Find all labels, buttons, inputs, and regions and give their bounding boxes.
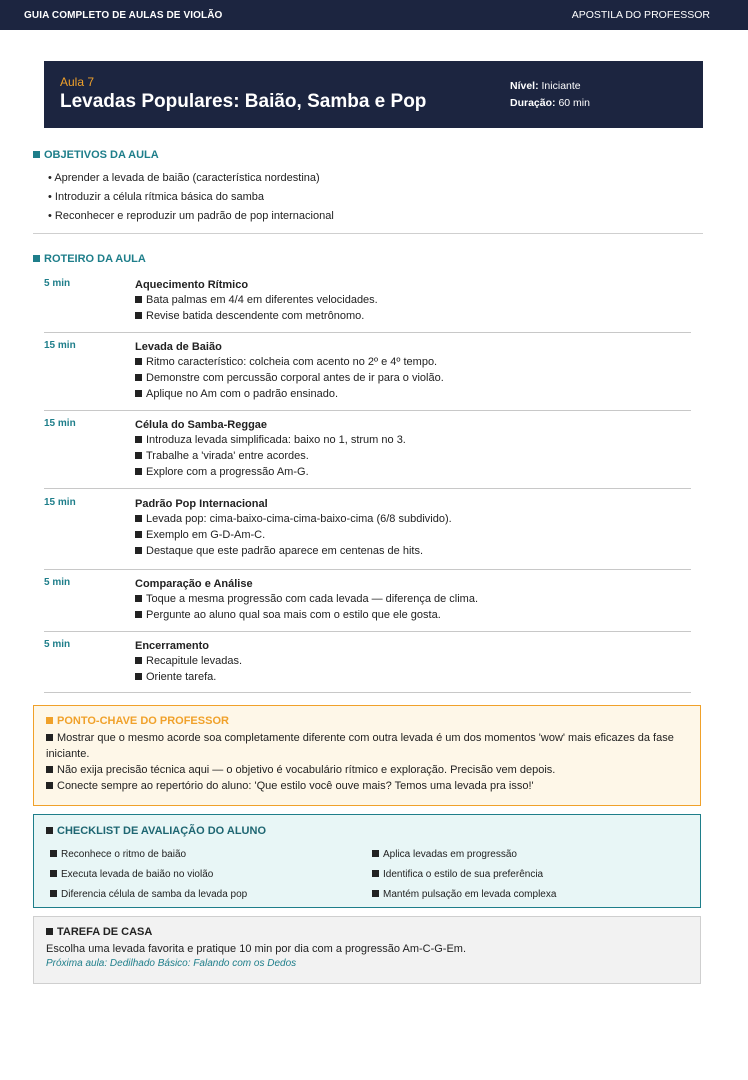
row-time: 15 min (44, 340, 76, 351)
handout-label: APOSTILA DO PROFESSOR (571, 9, 710, 21)
objective-text: Reconhecer e reproduzir um padrão de pop internacional (54, 210, 334, 222)
row-item-text: Exemplo em G-D-Am-C. (146, 529, 266, 541)
row-item-text: Destaque que este padrão aparece em centenas de hits. (146, 545, 424, 557)
row-item-text: Pergunte ao aluno qual soa mais com o estilo que ele gosta. (146, 609, 441, 621)
lesson-header (44, 61, 703, 128)
homework-box (33, 916, 701, 984)
checklist-text: Reconhece o ritmo de baião (61, 849, 187, 860)
checklist-text: Identifica o estilo de sua preferência (383, 869, 544, 880)
checklist-item (372, 866, 672, 883)
row-content (135, 278, 378, 324)
row-item (135, 308, 378, 324)
checklist-heading-text: CHECKLIST DE AVALIAÇÃO DO ALUNO (57, 825, 266, 837)
square-bullet-icon (135, 531, 142, 538)
row-item-text: Ritmo característico: colcheia com acento no 2º e 4º tempo. (146, 356, 438, 368)
lesson-meta (510, 78, 590, 112)
objectives-heading-text: OBJETIVOS DA AULA (44, 149, 159, 161)
row-content (135, 340, 444, 402)
row-item (135, 354, 444, 370)
row-item-text: Introduza levada simplificada: baixo no 1, strum no 3. (146, 434, 406, 446)
square-bullet-icon (135, 296, 142, 303)
square-bullet-icon (46, 717, 53, 724)
lesson-number: Aula 7 (60, 75, 95, 89)
key-point-text: Não exija precisão técnica aqui — o objetivo é vocabulário rítmico e exploração. Precisão vem depois. (57, 764, 556, 776)
square-bullet-icon (135, 312, 142, 319)
row-content (135, 577, 478, 623)
roteiro-row (44, 278, 691, 333)
list-item: • Introduzir a célula rítmica básica do samba (48, 191, 265, 203)
square-bullet-icon (135, 358, 142, 365)
square-bullet-icon (135, 595, 142, 602)
row-item (135, 511, 452, 527)
row-content (135, 639, 242, 685)
roteiro-row (44, 340, 691, 411)
guide-title: GUIA COMPLETO DE AULAS DE VIOLÃO (24, 9, 223, 21)
square-bullet-icon (33, 255, 40, 262)
row-content (135, 497, 452, 559)
checklist-text: Diferencia célula de samba da levada pop (61, 889, 248, 900)
key-point-text: Conecte sempre ao repertório do aluno: 'Que estilo você ouve mais? Temos uma levada pra isso!' (57, 780, 534, 792)
key-point-item (46, 778, 688, 794)
row-item (135, 370, 444, 386)
checklist-box (33, 814, 701, 908)
checklist-heading (46, 825, 688, 837)
duration-value: 60 min (558, 97, 590, 109)
row-item-text: Oriente tarefa. (146, 671, 217, 683)
row-time: 5 min (44, 278, 71, 289)
row-item (135, 591, 478, 607)
checklist-text: Mantém pulsação em levada complexa (383, 889, 557, 900)
row-item (135, 543, 452, 559)
row-item (135, 448, 406, 464)
square-bullet-icon (46, 827, 53, 834)
checklist-item (372, 846, 672, 863)
square-bullet-icon (135, 390, 142, 397)
row-item (135, 432, 406, 448)
checkbox-icon (50, 870, 57, 877)
objective-text: Aprender a levada de baião (característica nordestina) (54, 172, 320, 184)
row-title: Padrão Pop Internacional (135, 498, 268, 510)
key-point-item (46, 762, 688, 778)
checklist-item (50, 846, 372, 863)
key-point-heading-text: PONTO-CHAVE DO PROFESSOR (57, 715, 229, 727)
key-point-text: Mostrar que o mesmo acorde soa completamente diferente com outra levada é um dos momentos 'wow' mais eficazes da fase iniciante. (46, 732, 674, 760)
square-bullet-icon (135, 436, 142, 443)
top-bar (0, 0, 748, 30)
homework-heading-text: TAREFA DE CASA (57, 926, 153, 938)
row-title: Levada de Baião (135, 341, 222, 353)
square-bullet-icon (135, 452, 142, 459)
checkbox-icon (372, 850, 379, 857)
checkbox-icon (372, 870, 379, 877)
next-lesson: Próxima aula: Dedilhado Básico: Falando com os Dedos (46, 958, 297, 969)
square-bullet-icon (135, 673, 142, 680)
roteiro-row (44, 418, 691, 489)
checklist-item (50, 866, 372, 883)
row-item (135, 386, 444, 402)
row-item-text: Revise batida descendente com metrônomo. (146, 310, 365, 322)
homework-heading (46, 926, 688, 938)
row-item-text: Bata palmas em 4/4 em diferentes velocidades. (146, 294, 378, 306)
key-point-heading (46, 715, 688, 727)
duration-label: Duração: (510, 97, 556, 109)
row-item (135, 669, 242, 685)
level-label: Nível: (510, 80, 539, 92)
square-bullet-icon (46, 782, 53, 789)
square-bullet-icon (135, 547, 142, 554)
row-item-text: Demonstre com percussão corporal antes de ir para o violão. (146, 372, 444, 384)
row-title: Aquecimento Rítmico (135, 279, 249, 291)
list-item: • Reconhecer e reproduzir um padrão de pop internacional (48, 210, 334, 222)
row-content (135, 418, 406, 480)
row-time: 15 min (44, 418, 76, 429)
row-time: 5 min (44, 639, 71, 650)
roteiro-row (44, 577, 691, 632)
row-title: Célula do Samba-Reggae (135, 419, 268, 431)
row-item (135, 653, 242, 669)
objective-text: Introduzir a célula rítmica básica do samba (54, 191, 265, 203)
level-line (510, 78, 590, 95)
square-bullet-icon (135, 611, 142, 618)
objectives-list (48, 169, 334, 226)
section-divider (33, 233, 703, 234)
square-bullet-icon (135, 468, 142, 475)
row-item-text: Levada pop: cima-baixo-cima-cima-baixo-cima (6/8 subdivido). (146, 513, 452, 525)
duration-line (510, 95, 590, 112)
roteiro-heading (33, 253, 146, 265)
square-bullet-icon (135, 515, 142, 522)
objectives-heading (33, 149, 159, 161)
list-item: • Aprender a levada de baião (característica nordestina) (48, 172, 320, 184)
row-item-text: Aplique no Am com o padrão ensinado. (146, 388, 339, 400)
row-item (135, 292, 378, 308)
homework-text: Escolha uma levada favorita e pratique 10 min por dia com a progressão Am-C-G-Em. (46, 943, 467, 955)
row-title: Comparação e Análise (135, 578, 253, 590)
row-item-text: Toque a mesma progressão com cada levada — diferença de clima. (146, 593, 479, 605)
square-bullet-icon (46, 734, 53, 741)
square-bullet-icon (46, 766, 53, 773)
lesson-title: Levadas Populares: Baião, Samba e Pop (60, 91, 427, 112)
key-point-item (46, 730, 688, 762)
checklist-text: Executa levada de baião no violão (61, 869, 214, 880)
row-item (135, 527, 452, 543)
checklist-text: Aplica levadas em progressão (383, 849, 517, 860)
checklist-item (372, 886, 672, 903)
checkbox-icon (50, 850, 57, 857)
checklist-item (50, 886, 372, 903)
row-time: 15 min (44, 497, 76, 508)
square-bullet-icon (135, 374, 142, 381)
row-item-text: Trabalhe a 'virada' entre acordes. (146, 450, 309, 462)
roteiro-heading-text: ROTEIRO DA AULA (44, 253, 146, 265)
roteiro-row (44, 497, 691, 570)
row-time: 5 min (44, 577, 71, 588)
square-bullet-icon (135, 657, 142, 664)
row-item (135, 607, 478, 623)
key-point-box (33, 705, 701, 806)
row-item (135, 464, 406, 480)
roteiro-row (44, 639, 691, 693)
checklist-grid (50, 846, 680, 903)
row-item-text: Explore com a progressão Am-G. (146, 466, 309, 478)
square-bullet-icon (33, 151, 40, 158)
checkbox-icon (50, 890, 57, 897)
row-item-text: Recapitule levadas. (146, 655, 243, 667)
checkbox-icon (372, 890, 379, 897)
square-bullet-icon (46, 928, 53, 935)
row-title: Encerramento (135, 640, 209, 652)
level-value: Iniciante (541, 80, 581, 92)
